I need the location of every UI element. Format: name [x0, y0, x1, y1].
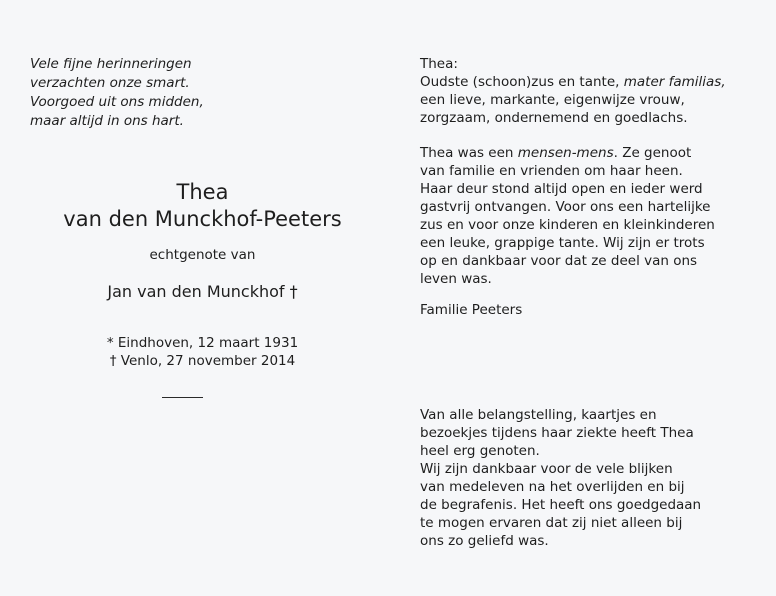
tribute-paragraph: [420, 55, 726, 127]
thanks-line: te mogen ervaren dat zij niet alleen bij: [420, 515, 683, 531]
deceased-full-name: van den Munckhof-Peeters: [63, 207, 342, 231]
signature: Familie Peeters: [420, 302, 523, 318]
poem-line: Voorgoed uit ons midden,: [30, 94, 204, 110]
divider-line: [162, 397, 203, 398]
tribute-heading: Thea:: [420, 56, 458, 72]
thanks-line: heel erg genoten.: [420, 443, 540, 459]
tribute-text: Oudste (schoon)zus en tante,: [420, 74, 624, 90]
tribute-italic-text: mater familias,: [623, 74, 726, 90]
tribute-line: [420, 73, 726, 91]
thanks-paragraph: [420, 406, 701, 550]
deceased-first-name: Thea: [176, 180, 229, 204]
thanks-line: bezoekjes tijdens haar ziekte heeft Thea: [420, 425, 694, 441]
paragraph-italic-text: mensen-mens: [517, 145, 614, 161]
paragraph-line: gastvrij ontvangen. Voor ons een hartelijke: [420, 199, 711, 215]
spouse-label: echtgenote van: [149, 247, 256, 263]
death-info: † Venlo, 27 november 2014: [109, 353, 296, 369]
poem-line: verzachten onze smart.: [30, 75, 190, 91]
tribute-line: een lieve, markante, eigenwijze vrouw,: [420, 92, 685, 108]
tribute-line: zorgzaam, ondernemend en goedlachs.: [420, 110, 688, 126]
thanks-line: Van alle belangstelling, kaartjes en: [420, 407, 657, 423]
paragraph-text: . Ze genoot: [613, 145, 692, 161]
character-paragraph: [420, 144, 715, 288]
paragraph-line: zus en voor onze kinderen en kleinkinderen: [420, 217, 715, 233]
thanks-line: Wij zijn dankbaar voor de vele blijken: [420, 461, 673, 477]
thanks-line: van medeleven na het overlijden en bij: [420, 479, 685, 495]
thanks-line: ons zo geliefd was.: [420, 533, 549, 549]
paragraph-line: leven was.: [420, 271, 492, 287]
poem-line: Vele fijne herinneringen: [30, 56, 192, 72]
thanks-line: de begrafenis. Het heeft ons goedgedaan: [420, 497, 702, 513]
paragraph-line: [420, 144, 715, 162]
birth-info: * Eindhoven, 12 maart 1931: [106, 335, 299, 351]
paragraph-line: op en dankbaar voor dat ze deel van ons: [420, 253, 698, 269]
paragraph-text: Thea was een: [420, 145, 518, 161]
paragraph-line: een leuke, grappige tante. Wij zijn er trots: [420, 235, 705, 251]
poem-line: maar altijd in ons hart.: [30, 113, 184, 129]
spouse-name: Jan van den Munckhof †: [107, 282, 298, 301]
paragraph-line: Haar deur stond altijd open en ieder werd: [420, 181, 703, 197]
poem: [30, 55, 204, 131]
paragraph-line: van familie en vrienden om haar heen.: [420, 163, 683, 179]
